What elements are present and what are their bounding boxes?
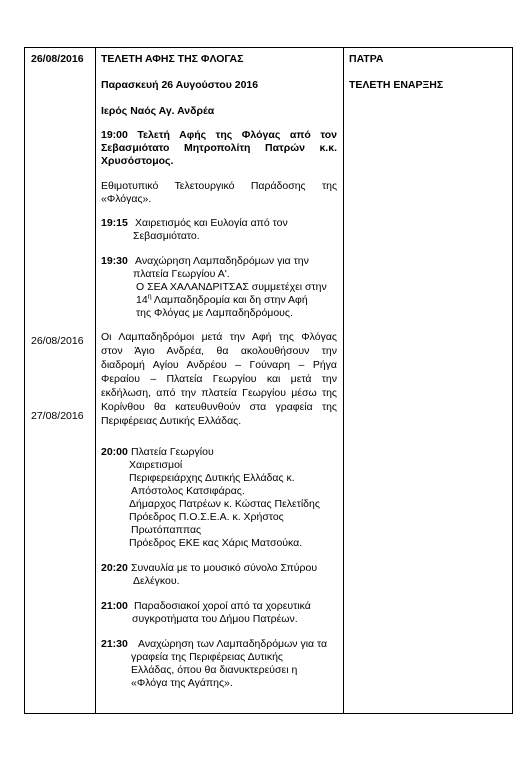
e1930-line-1: Αναχώρηση Λαμπαδηδρόμων για την <box>135 255 309 267</box>
e1900-line-2: Σεβασμιότατο Μητροπολίτη Πατρών κ.κ. <box>101 142 337 154</box>
e2020-line-1: Συναυλία με το μουσικό σύνολο Σπύρου <box>131 562 318 574</box>
route-line-1: Οι Λαμπαδηδρόμοι μετά την Αφή της Φλόγας <box>101 331 337 343</box>
date-cell-2: 26/08/2016 <box>31 335 84 347</box>
ritual-line-1: Εθιμοτυπικό Τελετουργικό Παράδοσης της <box>101 180 337 192</box>
e2130-line-1: Αναχώρηση των Λαμπαδηδρόμων για τα <box>138 638 328 650</box>
date-cell-3: 27/08/2016 <box>31 410 84 422</box>
e1930-line-4: $14^\eta$ Λαμπαδηδρομία και δη στην Αφή <box>136 293 308 306</box>
ceremony-label: ΤΕΛΕΤΗ ΕΝΑΡΞΗΣ <box>349 79 444 91</box>
e2000-time: 20:00 <box>101 446 128 458</box>
date-cell-1: 26/08/2016 <box>31 53 84 65</box>
e2000-line-3: Περιφερειάρχης Δυτικής Ελλάδας κ. <box>129 472 295 484</box>
e2100-line-1: Παραδοσιακοί χοροί από τα χορευτικά <box>134 600 311 612</box>
e2000-line-5: Δήμαρχος Πατρέων κ. Κώστας Πελετίδης <box>129 498 320 510</box>
e1900-line-3: Χρυσόστομος. <box>101 155 174 167</box>
route-line-5: εκδήλωση, από την πλατεία Γεωργίου μέσω της <box>101 387 337 399</box>
column-divider-2 <box>343 48 344 713</box>
e2130-line-2: γραφεία της Περιφέρειας Δυτικής <box>131 651 283 663</box>
e2000-line-8: Πρόεδρος ΕΚΕ κας Χάρις Ματσούκα. <box>129 537 303 549</box>
e2130-line-4: «Φλόγα της Αγάπης». <box>131 677 233 689</box>
event-date: Παρασκευή 26 Αυγούστου 2016 <box>101 79 259 91</box>
route-line-6: Κορίνθου θα κατευθυνθούν στα γραφεία της <box>101 401 337 413</box>
e2020-line-2: Δελέγκου. <box>133 575 180 587</box>
e2000-line-1: Πλατεία Γεωργίου <box>131 446 214 458</box>
e1915-line-2: Σεβασμιότατο. <box>133 230 200 242</box>
e2100-line-2: συγκροτήματα του Δήμου Πατρέων. <box>132 613 298 625</box>
section-heading: ΤΕΛΕΤΗ ΑΦΗΣ ΤΗΣ ΦΛΟΓΑΣ <box>101 53 244 65</box>
e2100-time: 21:00 <box>101 600 128 612</box>
route-line-4: Φεραίου – Πλατεία Γεωργίου και μετά την <box>101 373 337 385</box>
route-line-2: στον Άγιο Ανδρέα, θα ακολουθήσουν την <box>101 345 337 357</box>
column-divider-1 <box>95 48 96 713</box>
e1915-time: 19:15 <box>101 217 128 229</box>
route-line-3: διαδρομή Αγίου Ανδρέου – Γούναρη – Ρήγα <box>101 359 337 371</box>
e1915-line-1: Χαιρετισμός και Ευλογία από τον <box>135 217 288 229</box>
e1930-line-3: Ο ΣΕΑ ΧΑΛΑΝΔΡΙΤΣΑΣ συμμετέχει στην <box>136 281 327 293</box>
ritual-line-2: «Φλόγας». <box>101 193 152 205</box>
e2000-line-2: Χαιρετισμοί <box>129 459 183 471</box>
e1900-line-1: 19:00 Τελετή Αφής της Φλόγας από τον <box>101 129 337 141</box>
e2000-line-6: Πρόεδρος Π.Ο.Σ.Ε.Α. κ. Χρήστος <box>129 511 284 523</box>
e1930-time: 19:30 <box>101 255 128 267</box>
e2130-time: 21:30 <box>101 638 128 650</box>
e2130-line-3: Ελλάδας, όπου θα διανυκτερεύσει η <box>131 664 298 676</box>
event-place: Ιερός Ναός Αγ. Ανδρέα <box>101 105 215 117</box>
e1930-line-5: της Φλόγας με Λαμπαδηδρόμους. <box>136 307 293 319</box>
e1930-line-2: πλατεία Γεωργίου Α'. <box>133 268 230 280</box>
city-label: ΠΑΤΡΑ <box>349 53 384 65</box>
e2000-line-4: Απόστολος Κατσιφάρας. <box>131 485 245 497</box>
e2000-line-7: Πρωτόπαππας <box>131 524 202 536</box>
route-line-7: Περιφέρειας Δυτικής Ελλάδας. <box>101 415 242 427</box>
e2020-time: 20:20 <box>101 562 128 574</box>
